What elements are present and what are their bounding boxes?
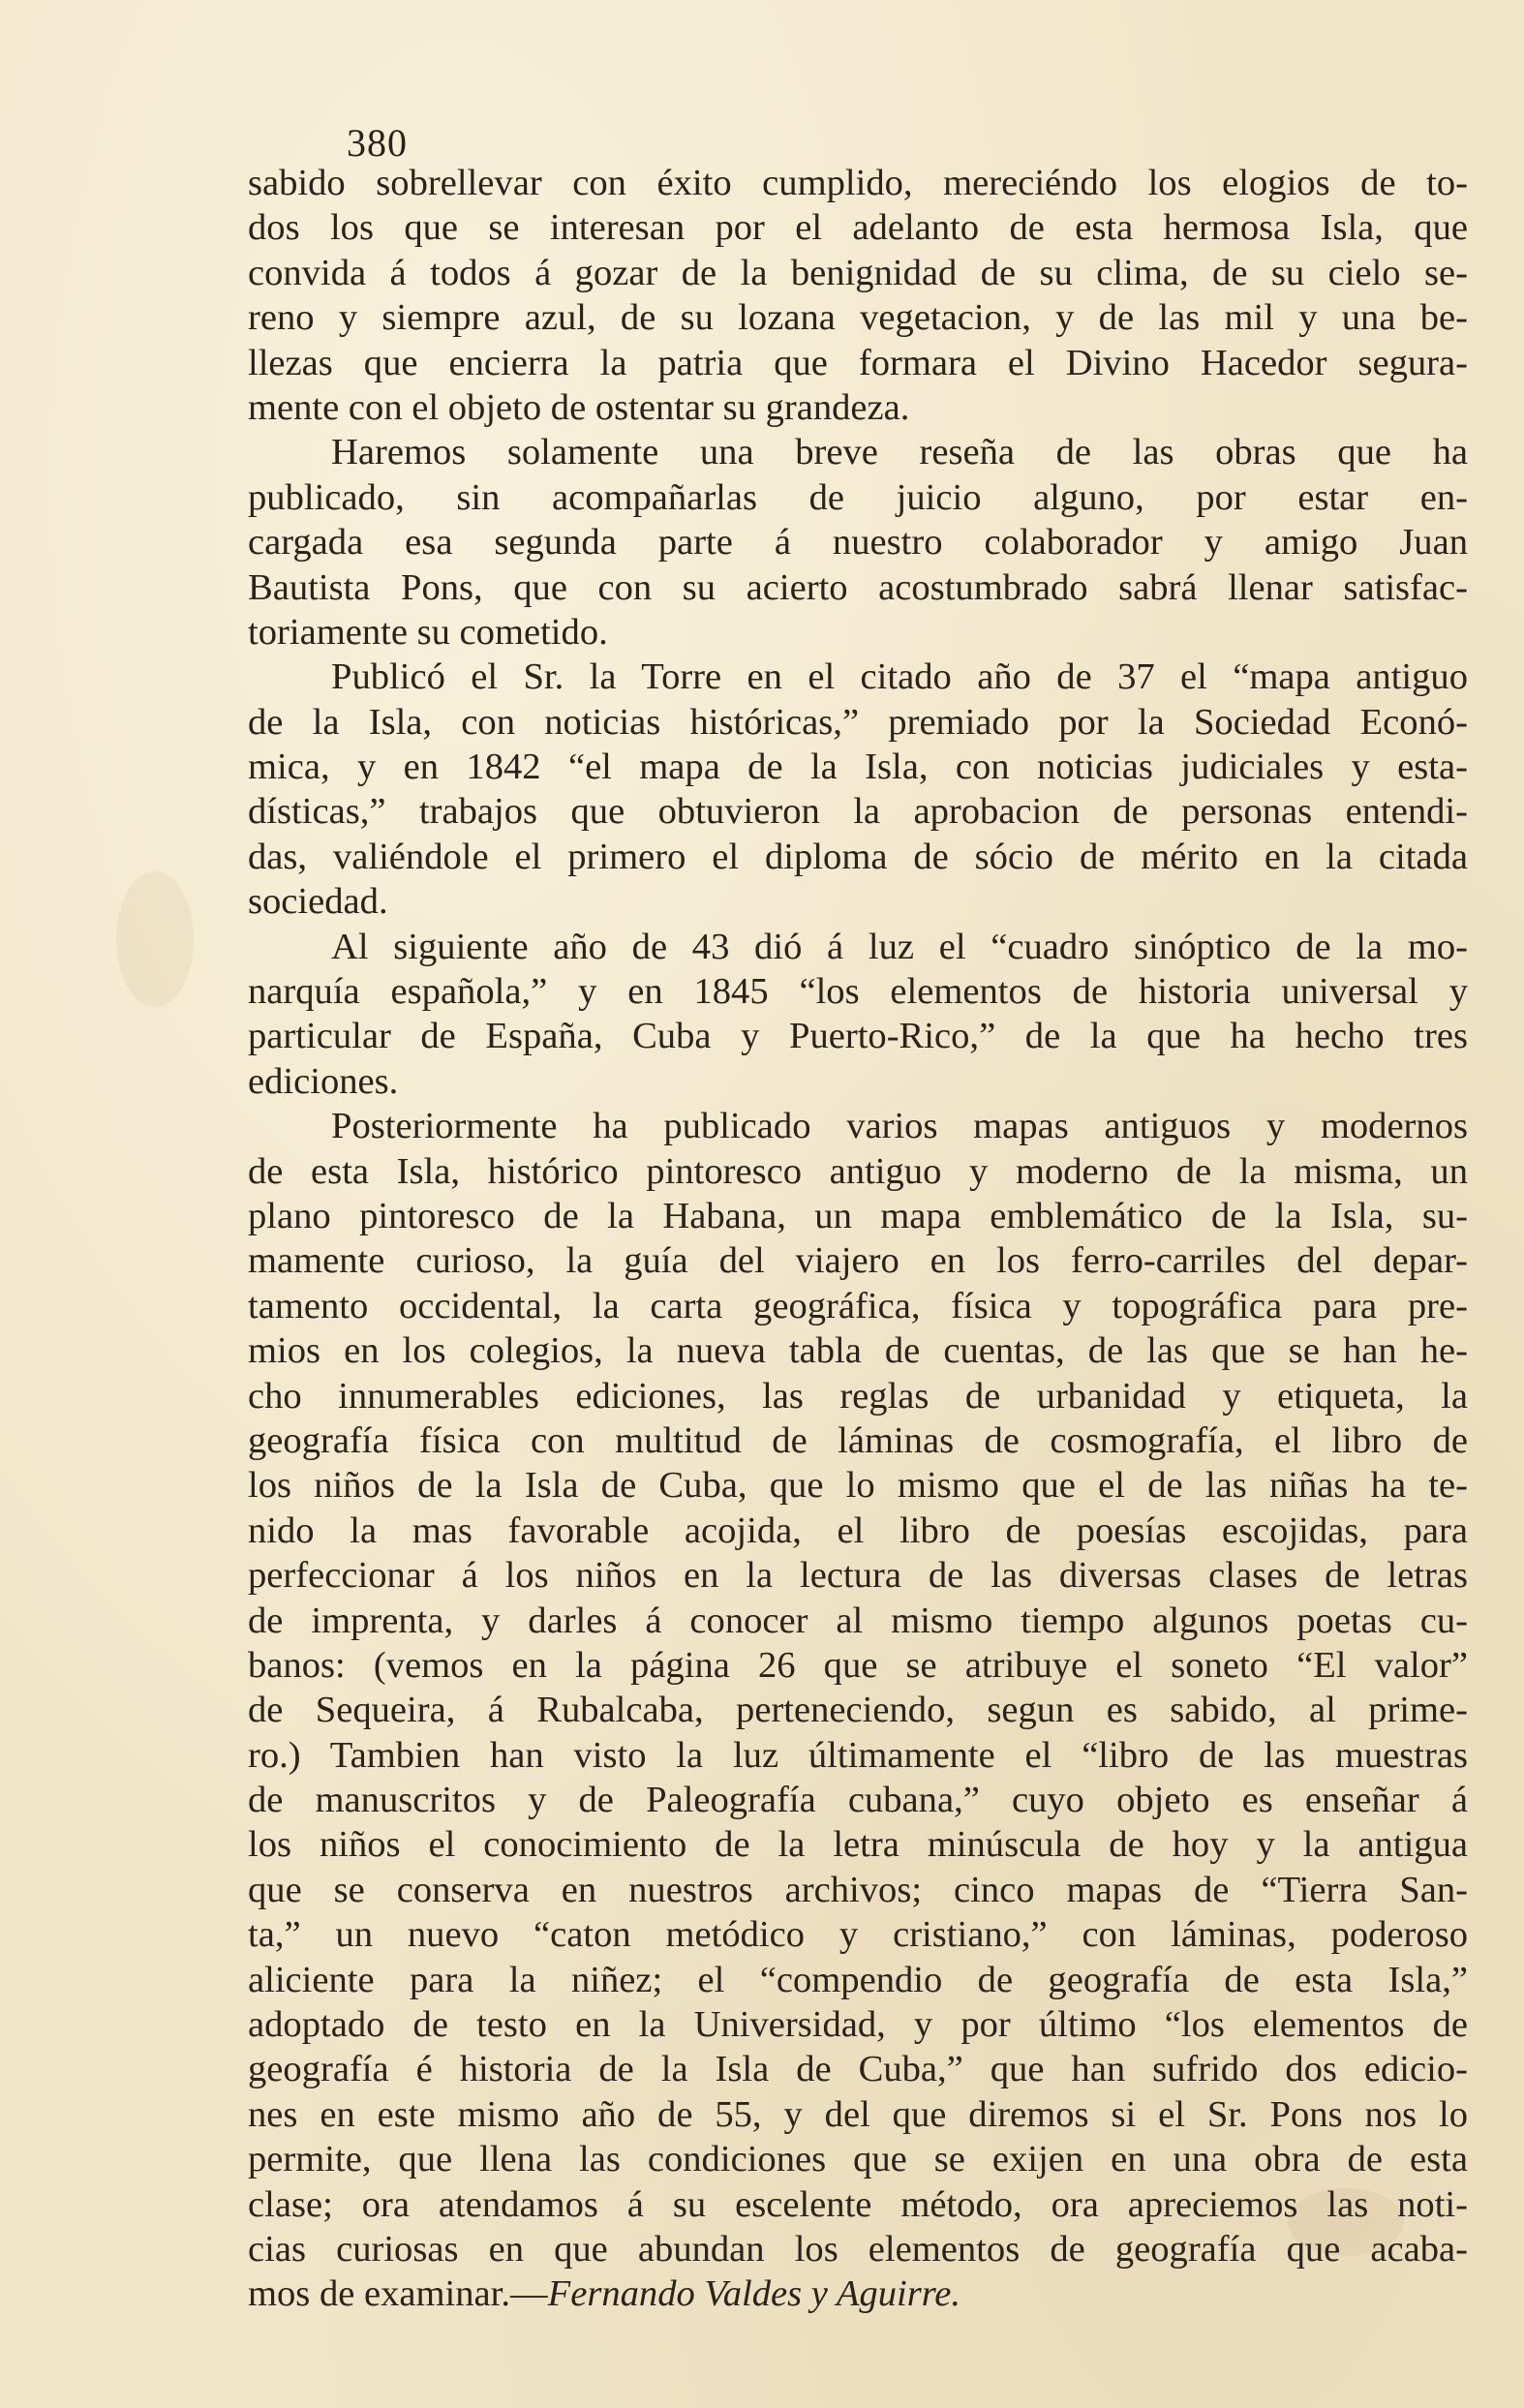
text-line: nes en este mismo año de 55, y del que diremos si el Sr. Pons nos lo xyxy=(248,2093,1468,2135)
text-line: nido la mas favorable acojida, el libro de poesías escojidas, para xyxy=(248,1509,1468,1551)
text-line: banos: (vemos en la página 26 que se atribuye el soneto “El valor” xyxy=(248,1644,1468,1686)
final-line xyxy=(248,2271,1468,2316)
text-line: que se conserva en nuestros archivos; cinco mapas de “Tierra San- xyxy=(248,1869,1468,1910)
text-line: Haremos solamente una breve reseña de las obras que ha xyxy=(331,432,1468,473)
text-line: permite, que llena las condiciones que se exijen en una obra de esta xyxy=(248,2139,1468,2180)
text-line: narquía española,” y en 1845 “los elementos de historia universal y xyxy=(248,971,1468,1013)
text-line: de imprenta, y darles á conocer al mismo tiempo algunos poetas cu- xyxy=(248,1600,1468,1641)
text-line: tamento occidental, la carta geográfica, física y topográfica para pre- xyxy=(248,1285,1468,1326)
text-line: ediciones. xyxy=(248,1060,399,1102)
page-number: 380 xyxy=(347,121,408,165)
closing-text: mos de examinar.— xyxy=(248,2273,548,2315)
text-line: particular de España, Cuba y Puerto-Rico,” de la que ha hecho tres xyxy=(248,1016,1468,1057)
text-line: ta,” un nuevo “caton metódico y cristiano,” con láminas, poderoso xyxy=(248,1914,1468,1956)
text-line: sabido sobrellevar con éxito cumplido, mereciéndo los elogios de to- xyxy=(248,163,1468,203)
text-line: clase; ora atendamos á su escelente método, ora apreciemos las noti- xyxy=(248,2183,1468,2225)
text-line: geografía é historia de la Isla de Cuba,” que han sufrido dos edicio- xyxy=(248,2049,1468,2090)
text-line: Al siguiente año de 43 dió á luz el “cuadro sinóptico de la mo- xyxy=(331,926,1468,967)
text-line: sociedad. xyxy=(248,881,388,923)
text-line: Publicó el Sr. la Torre en el citado año de 37 el “mapa antiguo xyxy=(331,656,1468,698)
text-line: dísticas,” trabajos que obtuvieron la aprobacion de personas entendi- xyxy=(248,791,1468,833)
text-line: cho innumerables ediciones, las reglas de urbanidad y etiqueta, la xyxy=(248,1375,1468,1417)
text-line: publicado, sin acompañarlas de juicio alguno, por estar en- xyxy=(248,476,1468,518)
text-line: los niños de la Isla de Cuba, que lo mismo que el de las niñas ha te- xyxy=(248,1465,1468,1507)
author-signature: Fernando Valdes y Aguirre. xyxy=(547,2273,961,2315)
text-line: convida á todos á gozar de la benignidad de su clima, de su cielo se- xyxy=(248,252,1468,293)
text-line: aliciente para la niñez; el “compendio de geografía de esta Isla,” xyxy=(248,1959,1468,2000)
text-line: de la Isla, con noticias históricas,” premiado por la Sociedad Econó- xyxy=(248,701,1468,743)
paper-stain xyxy=(116,871,194,1007)
text-line: plano pintoresco de la Habana, un mapa emblemático de la Isla, su- xyxy=(248,1195,1468,1236)
text-line: mente con el objeto de ostentar su grandeza. xyxy=(248,386,910,428)
text-line: toriamente su cometido. xyxy=(248,611,608,653)
text-line: llezas que encierra la patria que formara el Divino Hacedor segura- xyxy=(248,342,1468,383)
text-line: los niños el conocimiento de la letra minúscula de hoy y la antigua xyxy=(248,1824,1468,1866)
text-line: cias curiosas en que abundan los elementos de geografía que acaba- xyxy=(248,2228,1468,2270)
text-line: geografía física con multitud de láminas de cosmografía, el libro de xyxy=(248,1419,1468,1461)
text-line: de Sequeira, á Rubalcaba, perteneciendo, segun es sabido, al prime- xyxy=(248,1690,1468,1731)
text-line: mica, y en 1842 “el mapa de la Isla, con noticias judiciales y esta- xyxy=(248,747,1468,788)
text-line: mios en los colegios, la nueva tabla de cuentas, de las que se han he- xyxy=(248,1330,1468,1372)
text-line: perfeccionar á los niños en la lectura de las diversas clases de letras xyxy=(248,1555,1468,1597)
text-line: Bautista Pons, que con su acierto acostumbrado sabrá llenar satisfac- xyxy=(248,566,1468,608)
text-line: reno y siempre azul, de su lozana vegetacion, y de las mil y una be- xyxy=(248,297,1468,339)
text-line: mamente curioso, la guía del viajero en los ferro-carriles del depar- xyxy=(248,1240,1468,1282)
text-line: dos los que se interesan por el adelanto de esta hermosa Isla, que xyxy=(248,207,1468,249)
text-line: Posteriormente ha publicado varios mapas antiguos y modernos xyxy=(331,1106,1468,1147)
text-line: adoptado de testo en la Universidad, y por último “los elementos de xyxy=(248,2004,1468,2046)
text-line: das, valiéndole el primero el diploma de sócio de mérito en la citada xyxy=(248,836,1468,877)
text-line: cargada esa segunda parte á nuestro colaborador y amigo Juan xyxy=(248,522,1468,564)
text-line: de esta Isla, histórico pintoresco antiguo y moderno de la misma, un xyxy=(248,1150,1468,1192)
body-text xyxy=(248,161,1468,2317)
text-line: de manuscritos y de Paleografía cubana,” cuyo objeto es enseñar á xyxy=(248,1780,1468,1821)
text-line: ro.) Tambien han visto la luz últimamente el “libro de las muestras xyxy=(248,1734,1468,1776)
